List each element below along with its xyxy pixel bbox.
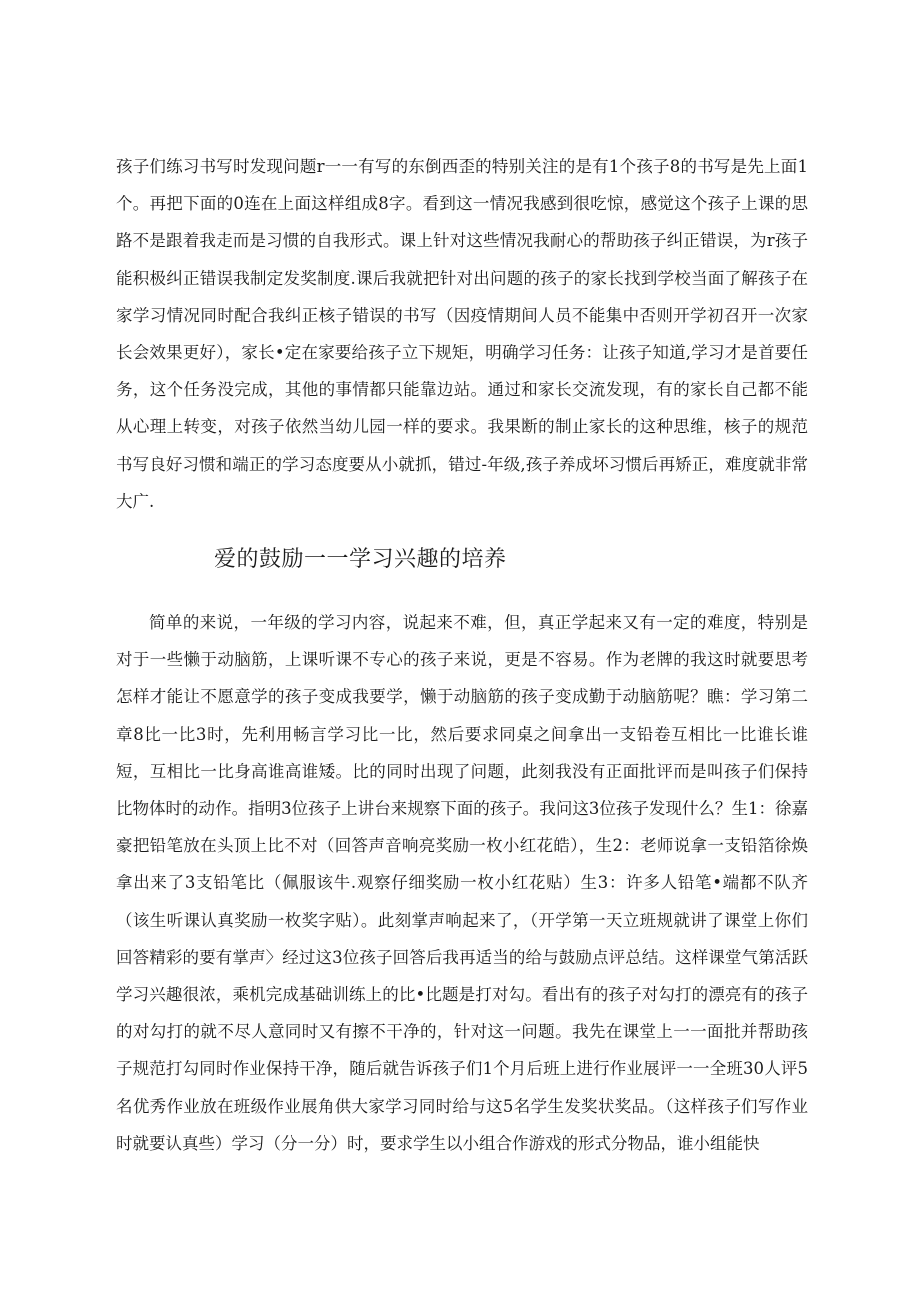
body-paragraph-1: 孩子们练习书写时发现问题r一一有写的东倒西歪的特别关注的是有1个孩子8的书写是先上面1个。再把下面的0连在上面这样组成8字。看到这一情况我感到很吃惊，感觉这个孩子上课的思路不是跟着我走而是习惯的自我形式。课上针对这些情况我耐心的帮助孩子纠正错误，为r孩子能积极纠正错误我制定发奖制度.课后我就把针对出问题的孩子的家长找到学校当面了解孩子在家学习情况同时配合我纠正核子错误的书写（因疫情期间人员不能集中否则开学初召开一次家长会效果更好），家长•定在家要给孩子立下规矩，明确学习任务：让孩子知道,学习才是首要任务，这个任务没完成，其他的事情都只能靠边站。通过和家长交流发现，有的家长自己都不能从心理上转变，对孩子依然当幼儿园一样的要求。我果断的制止家长的这种思维，核子的规范书写良好习惯和端正的学习态度要从小就抓，错过-年级,孩子养成坏习惯后再矫正，难度就非常大广. (116, 157, 808, 511)
section-heading: 爱的鼓励一一学习兴趣的培养 (214, 547, 507, 572)
body-paragraph-2: 简单的来说，一年级的学习内容，说起来不难，但，真正学起来又有一定的难度，特别是对于一些懒于动脑筋，上课听课不专心的孩子来说，更是不容易。作为老牌的我这时就要思考怎样才能让不愿意学的孩子变成我要学，懒于动脑筋的孩子变成勤于动脑筋呢？瞧：学习第二章8比一比3时，先利用畅言学习比一比，然后要求同桌之间拿出一支铅卷互相比一比谁长谁短，互相比一比身高谁高谁矮。比的同时出现了问题，此刻我没有正面批评而是叫孩子们保持比物体时的动作。指明3位孩子上讲台来规察下面的孩子。我问这3位孩子发现什么？生1：徐嘉豪把铅笔放在头顶上比不对（回答声音响亮奖励一枚小红花皓），生2：老师说拿一支铅箔徐焕拿出来了3支铅笔比（佩服该牛.观察仔细奖励一枚小红花贴）生3：许多人铅笔•端都不队齐（该生听课认真奖励一枚奖字贴）。此刻掌声响起来了，（开学第一天立班规就讲了课堂上你们回答精彩的要有掌声〉经过这3位孩子回答后我再适当的给与鼓励点评总结。这样课堂气第活跃学习兴趣很浓，乘机完成基础训练上的比•比题是打对勾。看出有的孩子对勾打的漂亮有的孩子的对勾打的就不尽人意同时又有擦不干净的，针对这一问题。我先在课堂上一一面批并帮助孩子规范打勾同时作业保持干净，随后就告诉孩子们1个月后班上进行作业展评一一全班30人评5名优秀作业放在班级作业展角供大家学习同时给与这5名学生发奖状奖品。（这样孩子们写作业时就要认真些）学习（分一分）时，要求学生以小组合作游戏的形式分物品，谁小组能快 (116, 613, 808, 1153)
